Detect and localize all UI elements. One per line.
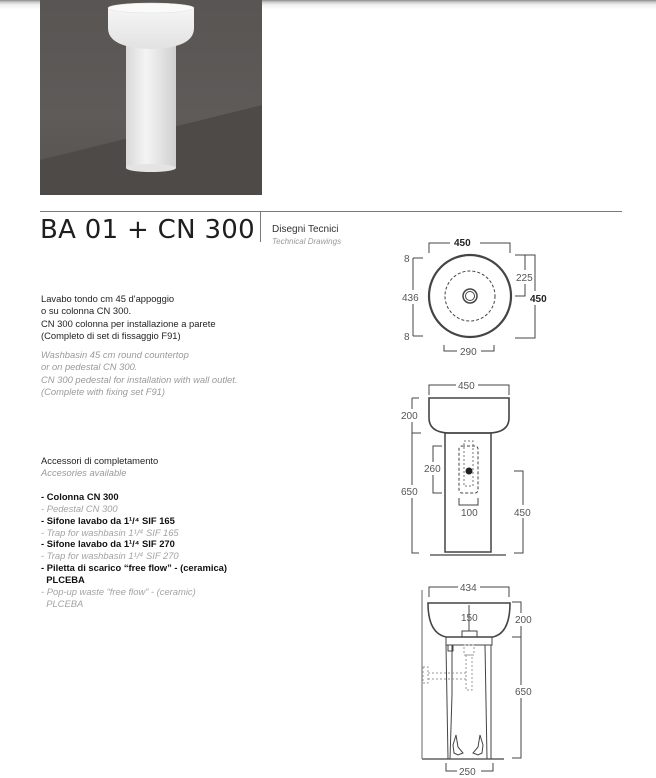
dim-half-depth: 225 [516, 273, 533, 284]
desc-it-line: (Completo di set di fissaggio F91) [41, 329, 181, 341]
dim-outlet-height: 450 [514, 508, 531, 519]
dim-top-width: 450 [454, 238, 471, 249]
accessories-heading-en: Accesories available [41, 466, 127, 478]
dim-pedestal-height: 650 [401, 487, 418, 498]
desc-en-line: or on pedestal CN 300. [41, 361, 138, 373]
dim-front-width: 450 [458, 381, 475, 392]
accessory-item-it: - Sifone lavabo da 1¹/⁴ SIF 270 [41, 538, 175, 550]
accessory-item-en: - Trap for washbasin 1¹/⁴ SIF 270 [41, 550, 179, 562]
header-divider [40, 211, 622, 212]
dim-bowl: 290 [460, 347, 477, 358]
accessory-item-it: - Sifone lavabo da 1¹/⁴ SIF 165 [41, 514, 175, 526]
header-vertical-divider [260, 212, 261, 242]
accessories-heading-it: Accessori di completamento [41, 455, 159, 466]
desc-it-line: o su colonna CN 300. [41, 305, 132, 317]
dim-side-width: 434 [460, 583, 477, 594]
front-view-drawing [390, 375, 560, 575]
dim-depth: 450 [530, 294, 547, 305]
accessory-item-en: - Pedestal CN 300 [41, 502, 118, 514]
accessory-item-en: - Pop-up waste “free flow” - (ceramic) [41, 586, 196, 598]
accessory-item-it: - Piletta di scarico “free flow” - (ceramica) [41, 562, 227, 574]
section-label-en: Technical Drawings [272, 237, 342, 246]
desc-en-line: Washbasin 45 cm round countertop [41, 349, 189, 361]
top-view-drawing [390, 230, 560, 370]
desc-it-line: CN 300 colonna per installazione a parete [41, 317, 216, 329]
product-photo [40, 0, 262, 195]
accessories-section [41, 455, 361, 610]
dim-side-basin-height: 200 [515, 615, 532, 626]
dim-basin-height: 200 [401, 411, 418, 422]
dim-drain-offset: 150 [461, 613, 478, 624]
dim-side-pedestal-height: 650 [515, 687, 532, 698]
desc-it-line: Lavabo tondo cm 45 d'appoggio [41, 293, 175, 304]
section-label [272, 224, 341, 247]
accessory-item-en-cont: PLCEBA [41, 597, 84, 609]
accessory-item-it-cont: PLCEBA [41, 574, 85, 586]
accessory-item-en: - Trap for washbasin 1¹/⁴ SIF 165 [41, 526, 179, 538]
dim-opening-width: 100 [461, 508, 478, 519]
dim-inner: 436 [402, 293, 419, 304]
side-view-drawing [400, 575, 560, 778]
section-label-it: Disegni Tecnici [272, 224, 339, 235]
desc-en-line: (Complete with fixing set F91) [41, 386, 166, 398]
accessory-item-it: - Colonna CN 300 [41, 490, 119, 502]
dim-base-width: 250 [459, 767, 476, 778]
dim-opening-height: 260 [424, 464, 441, 475]
dim-rim-top: 8 [404, 254, 410, 265]
desc-en-line: CN 300 pedestal for installation with wall outlet. [41, 373, 238, 385]
product-description [41, 293, 361, 398]
product-title: BA 01 + CN 300 [40, 215, 255, 245]
dim-rim-bottom: 8 [404, 332, 410, 343]
washbasin-illustration [40, 0, 262, 195]
